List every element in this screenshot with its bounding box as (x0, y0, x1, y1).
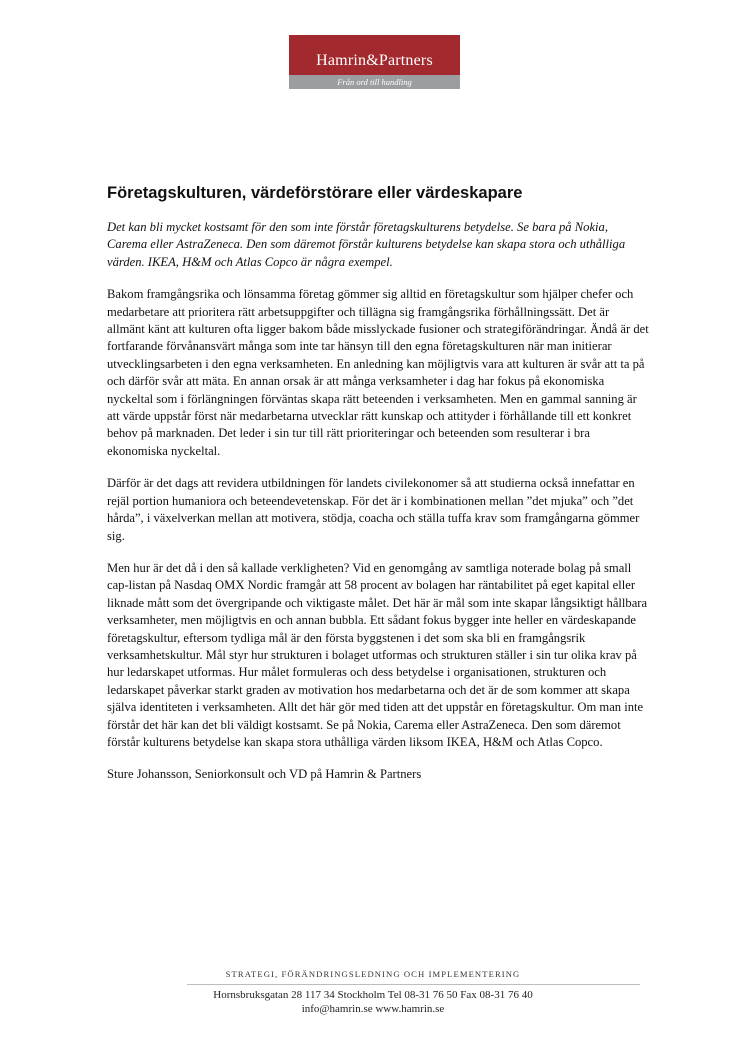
article-paragraph-3: Men hur är det då i den så kallade verkligheten? Vid en genomgång av samtliga noterade bolag på small cap-listan på Nasdaq OMX Nordic framgår att 58 procent av bolagen har räntabilitet på eget kapital eller liknade mått som det övergripande och viktigaste målet. Det här är mål som inte skapar långsiktigt hållbara verksamheter, men möjligtvis en och annan bubbla. Ett sådant fokus bygger inte heller en värdeskapande företagskultur, eftersom tydliga mål är den första byggstenen i det som ska bli en framgångsrik verksamhetskultur. Mål styr hur strukturen i bolaget utformas och strukturen ställer i sin tur olika krav på hur ledarskapet utformas. Hur målet formuleras och dess betydelse i organisationen, strukturen och ledarskapet påverkar starkt graden av motivation hos medarbetarna och det är de som kommer att skapa själva identiteten i verksamheten. Allt det här gör med tiden att det uppstår en företagskultur. Om man inte förstår det här kan det bli väldigt kostsamt. Se på Nokia, Carema eller AstraZeneca. Den som däremot förstår kulturens betydelse kan skapa stora uthålliga värden liksom IKEA, H&M och Atlas Copco. (107, 560, 648, 749)
footer-contact: info@hamrin.se www.hamrin.se (301, 1003, 445, 1015)
footer-divider (187, 984, 640, 985)
article-signature: Sture Johansson, Seniorkonsult och VD på Hamrin & Partners (107, 767, 422, 782)
logo-brand-name: Hamrin&Partners (289, 35, 460, 75)
article-body (107, 219, 649, 799)
article-lead: Det kan bli mycket kostsamt för den som inte förstår företagskulturens betydelse. Se bara på Nokia, Carema eller AstraZeneca. Den som däremot förstår kulturens betydelse kan skapa stora och uthålliga värden. IKEA, H&M och Atlas Copco är några exempel. (107, 220, 626, 269)
logo-tagline: Från ord till handling (289, 75, 460, 89)
article-paragraph-2: Därför är det dags att revidera utbildningen för landets civilekonomer så att studierna också innefattar en rejäl portion humaniora och beteendevetenskap. För det är i kombinationen mellan ”det mjuka” och ”det hårda”, i växelverkan mellan att motivera, stödja, coacha och ställa tuffa krav som framgångarna gömmer sig. (107, 476, 640, 543)
footer-address: Hornsbruksgatan 28 117 34 Stockholm Tel 08-31 76 50 Fax 08-31 76 40 (213, 989, 533, 1001)
article-title: Företagskulturen, värdeförstörare eller värdeskapare (107, 184, 523, 202)
footer-tagline: STRATEGI, FÖRÄNDRINGSLEDNING OCH IMPLEMENTERING (225, 969, 521, 979)
company-logo (289, 35, 460, 89)
article-paragraph-1: Bakom framgångsrika och lönsamma företag gömmer sig alltid en företagskultur som hjälper chefer och medarbetare att prioritera rätt arbetsuppgifter och tillägna sig framgångsrika förhållningssätt. Det är allmänt känt att kulturen ofta ligger bakom både misslyckade fusioner och strategiförändringar. Ändå är det fortfarande förvånansvärt många som inte tar hänsyn till den egna företagskulturen när man initierar utvecklingsarbeten i den egna verksamheten. En anledning kan möjligtvis vara att kulturen är svår att ta på och därför svår att mäta. En annan orsak är att många verksamheter i dag har fokus på ekonomiska nyckeltal som i förlängningen förväntas skapa rätt beteenden i verksamheten. Men en gammal sanning är att värde uppstår först när medarbetarna utvecklar rätt kunskap och attityder i förhållande till ett konkret behov på marknaden. Det leder i sin tur till rätt prioriteringar och beteenden som resulterar i bra ekonomiska nyckeltal. (107, 287, 649, 458)
